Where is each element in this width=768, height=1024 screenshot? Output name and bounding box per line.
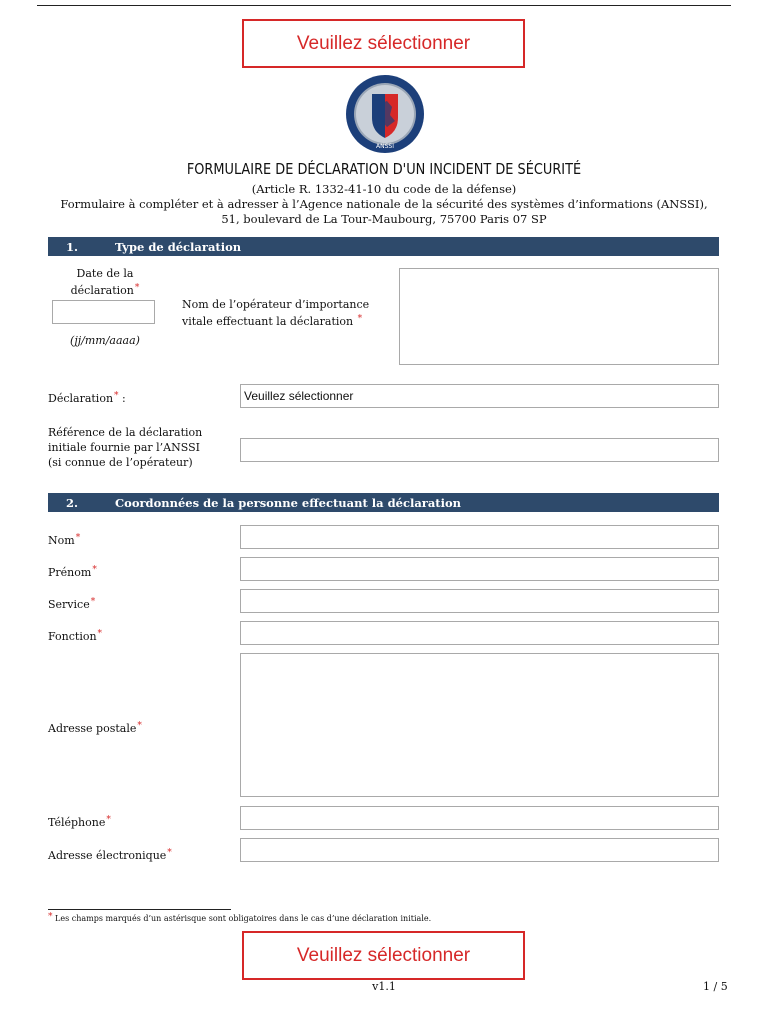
operator-name-textarea[interactable]: [399, 268, 719, 365]
service-input[interactable]: [240, 589, 719, 613]
bottom-classification-select[interactable]: [242, 931, 525, 980]
nom-label: Nom*: [48, 533, 81, 547]
reference-input[interactable]: [240, 438, 719, 462]
footnote: [48, 912, 431, 923]
date-format-hint: (jj/mm/aaaa): [70, 334, 140, 347]
top-rule: [37, 5, 731, 6]
section-2-number: 2.: [66, 495, 79, 510]
footnote-rule: [48, 909, 231, 910]
declaration-type-select[interactable]: [240, 384, 719, 408]
top-classification-select-label: Veuillez sélectionner: [296, 32, 471, 54]
section-1-title: Type de déclaration: [115, 239, 242, 254]
operator-label: Nom de l’opérateur d’importance vitale effectuant la déclaration *: [182, 298, 370, 328]
section-1-header: [48, 237, 719, 256]
telephone-input[interactable]: [240, 806, 719, 830]
adresse-postale-label: Adresse postale*: [48, 721, 142, 735]
anssi-logo: [340, 74, 430, 154]
reference-label: Référence de la déclaration initiale fournie par l’ANSSI (si connue de l’opérateur): [48, 426, 203, 469]
section-2-header: [48, 493, 719, 512]
prenom-input[interactable]: [240, 557, 719, 581]
version-label: v1.1: [372, 980, 396, 993]
fonction-label: Fonction*: [48, 629, 103, 643]
form-subtitle-instructions: Formulaire à compléter et à adresser à l’Agence nationale de la sécurité des systèmes d’informations (ANSSI),: [60, 197, 708, 211]
form-subtitle-article: (Article R. 1332-41-10 du code de la défense): [251, 182, 517, 196]
telephone-label: Téléphone*: [48, 815, 111, 829]
form-title: FORMULAIRE DE DÉCLARATION D'UN INCIDENT DE SÉCURITÉ: [186, 160, 582, 178]
declaration-type-select-value: Veuillez sélectionner: [244, 389, 354, 403]
section-1-number: 1.: [66, 239, 79, 254]
date-input[interactable]: [52, 300, 155, 324]
nom-input[interactable]: [240, 525, 719, 549]
declaration-label: Déclaration* :: [48, 391, 126, 405]
email-input[interactable]: [240, 838, 719, 862]
adresse-postale-textarea[interactable]: [240, 653, 719, 797]
service-label: Service*: [48, 597, 96, 611]
bottom-classification-select-label: Veuillez sélectionner: [296, 944, 471, 966]
anssi-logo-text: ANSSI: [376, 143, 394, 150]
footnote-star: *: [48, 912, 53, 922]
date-label: Date de la déclaration*: [70, 267, 140, 297]
form-subtitle-address: 51, boulevard de La Tour-Maubourg, 75700 Paris 07 SP: [221, 212, 547, 226]
top-classification-select[interactable]: [242, 19, 525, 68]
page-number: 1 / 5: [703, 980, 728, 993]
footnote-text: Les champs marqués d’un astérisque sont obligatoires dans le cas d’une déclaration initiale.: [55, 914, 432, 923]
fonction-input[interactable]: [240, 621, 719, 645]
prenom-label: Prénom*: [48, 565, 97, 579]
section-2-title: Coordonnées de la personne effectuant la déclaration: [115, 495, 461, 510]
email-label: Adresse électronique*: [48, 848, 172, 862]
